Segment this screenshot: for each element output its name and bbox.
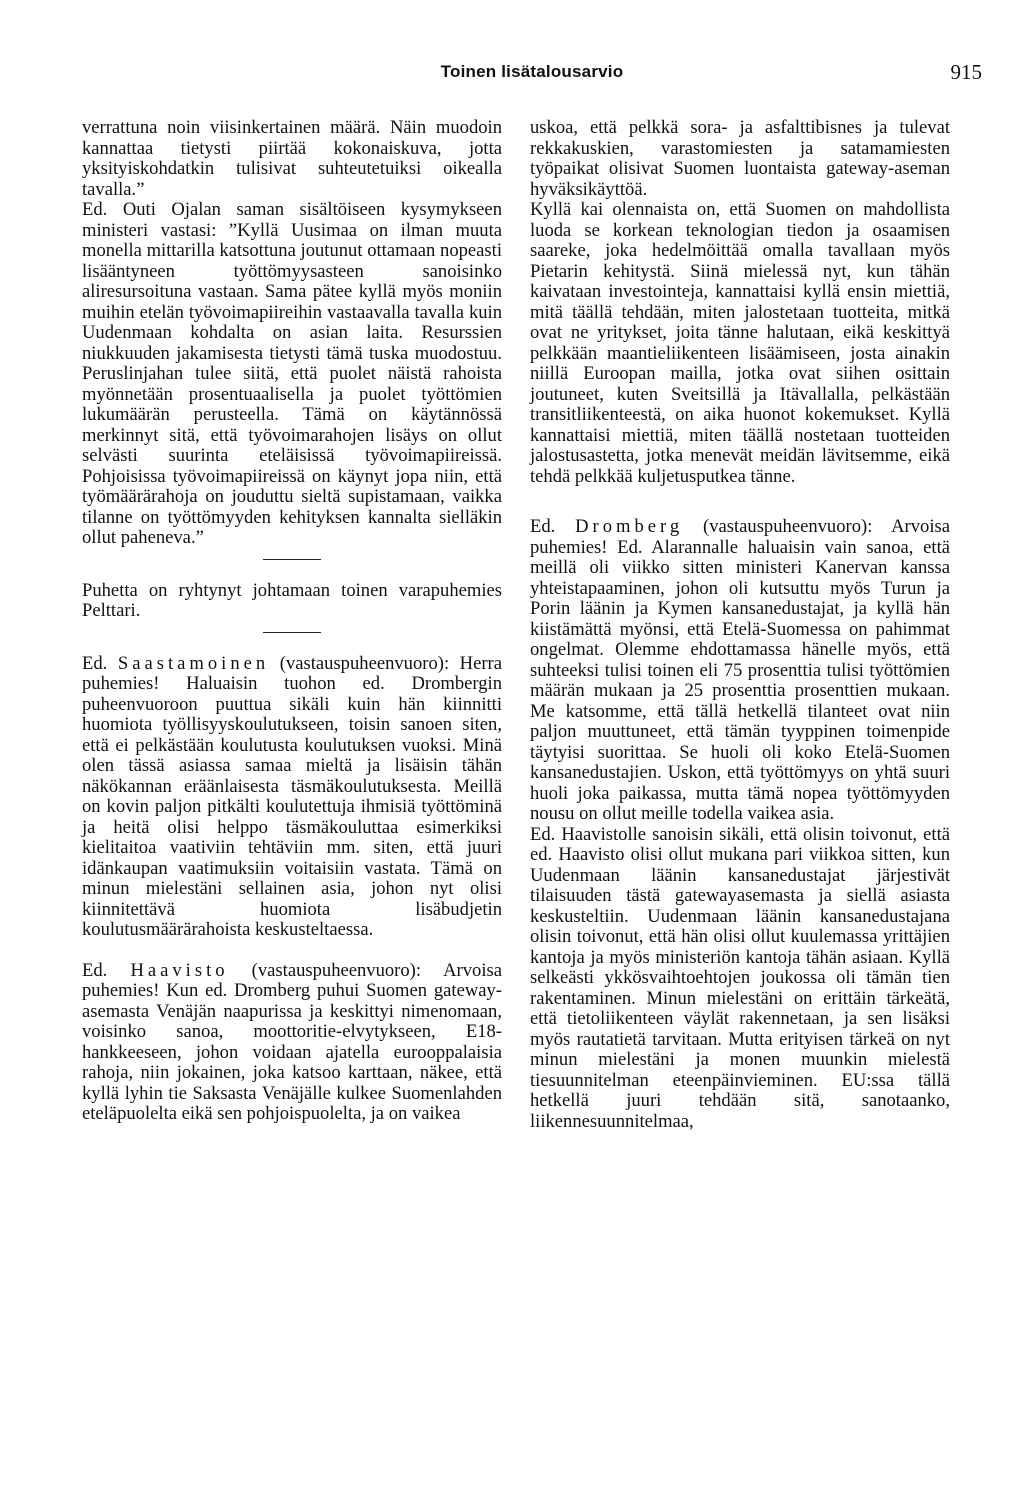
page-number: 915 xyxy=(950,60,982,84)
speech-text: (vastauspuheenvuoro): Arvoisa puhemies! Kun ed. Dromberg puhui Suomen gateway-asemasta Venäjän naapurissa ja keskittyi nimenomaan, voisinko sanoa, moottoritie-elvytykseen, E18-hankkeeseen, johon voidaan ajatella eurooppalaisia rahoja, niin jokainen, joka katsoo karttaan, näkee, että kyllä lyhin tie Saksasta Venäjälle kulkee Suomenlahden eteläpuolelta eikä sen pohjoispuolelta, ja on vaikea xyxy=(82,959,502,1124)
speaker-name: Saastamoinen xyxy=(117,652,270,674)
running-title: Toinen lisätalousarvio xyxy=(440,62,624,81)
paragraph-continuation: verrattuna noin viisinkertainen määrä. Näin muodoin kannattaa tietysti piirtää kokonaiskuva, jotta yksityiskohdatkin tulisivat suhteutetuiksi oikealla tavalla.” xyxy=(82,117,502,200)
speaker-name: Haavisto xyxy=(130,959,229,981)
paragraph-continuation: uskoa, että pelkkä sora- ja asfalttibisnes ja tulevat rekkakuskien, varastomiesten ja satamamiesten työpaikat olisivat Suomen luontaista gateway-aseman hyväksikäyttöä. xyxy=(530,117,950,200)
speech-saastamoinen xyxy=(82,654,502,941)
running-header xyxy=(82,62,982,86)
speech-text: (vastauspuheenvuoro): Arvoisa puhemies! Ed. Alarannalle haluaisin vain sanoa, että meillä oli viikko sitten ministeri Kanervan kanssa yhteistapaaminen, johon oli kutsuttu myös Turun ja Porin läänin ja Kymen kansanedustajat, ja kyllä hän kiistämättä myönsi, että Etelä-Suomessa on pahimmat ongelmat. Olemme ehdottamassa hänelle myös, että suhteeksi tulisi toinen eli 75 prosenttia tulisi työttömien määrän mukaan ja 25 prosenttia prosenttien mukaan. Me katsomme, että tällä hetkellä tilanteet ovat niin paljon muuttuneet, että tämän tyyppinen toimenpide täytyisi suorittaa. Se huoli oli koko Etelä-Suomen kansanedustajien. Uskon, että työttömyys on yhtä suuri huoli joka paikassa, mutta tämä nopea työttömyyden nousu on ollut meille todella vaikea asia. xyxy=(530,516,950,824)
speech-haavisto xyxy=(82,961,502,1125)
paragraph-minister-reply: Ed. Outi Ojalan saman sisältöiseen kysymykseen ministeri vastasi: ”Kyllä Uusimaa on ilman muuta monella mittarilla katsottuna joutunut ottamaan nopeasti lisääntyneen työttömyysasteen sanoisinko aliresursoituna vastaan. Sama pätee kyllä myös moniin muihin etelän työvoimapiireihin vastaavalla tavalla kuin Uudenmaan kohdalta on asian laita. Resurssien niukkuuden jakamisesta tietysti tämä tuska muodostuu. Peruslinjahan tulee siitä, että puolet näistä rahoista myönnetään prosentuaalisella ja puolet työttömien lukumäärän perusteella. Tämä on käytännössä merkinnyt sitä, että työvoimarahojen lisäys on ollut selvästi suurinta eteläisissä työvoimapiireissä. Pohjoisissa työvoimapiireissä on käynyt jopa niin, että työmäärärahoja on jouduttu sieltä supistamaan, vaikka tilanne on työttömyyden kehityksen kannalta sielläkin ollut paheneva.” xyxy=(82,199,502,548)
paragraph-haavisto-reply: Ed. Haavistolle sanoisin sikäli, että olisin toivonut, että ed. Haavisto olisi ollut mukana pari viikkoa sitten, kun Uudenmaan läänin kansanedustajat järjestivät tilaisuuden tästä gatewayasemasta ja siellä asiasta keskusteltiin. Uudenmaan läänin kansanedustajana olisin toivonut, että hän olisi ollut kuulemassa yrittäjien kantoja ja myös ministeriön kantoja tähän asiaan. Kyllä selkeästi ykkösvaihtoehtojen joukossa oli tämän tien rakentaminen. Minun mielestäni on erittäin tärkeätä, että tietoliikenteen väylät rakennetaan, ja sen lisäksi myös rautatietä tarvitaan. Mutta erityisen tärkeä on nyt minun mielestäni ja monen muunkin mielestä tiesuunnitelman eteenpäinvieminen. EU:ssa tällä hetkellä juuri tehdään sitä, sanotaanko, liikennesuunnitelmaa, xyxy=(530,823,950,1132)
speech-prefix: Ed. xyxy=(82,652,108,674)
speech-dromberg xyxy=(530,517,950,825)
section-divider xyxy=(263,632,321,633)
paragraph-technology: Kyllä kai olennaista on, että Suomen on mahdollista luoda se korkean teknologian tiedon ja osaamisen saareke, joka hedelmöittää omalla tavallaan myös Pietarin kehitystä. Siinä mielessä nyt, kun tähän kaivataan investointeja, kannattaisi kyllä ensin miettiä, mitä täällä tehdään, miten jalostetaan tuotteita, mitkä ovat ne yritykset, joita tänne halutaan, eikä keskittyä pelkkään maantieliikenteen lisäämiseen, josta ainakin niillä Euroopan mailla, jotka ovat siihen osittain joutuneet, kuten Sveitsillä ja Itävallalla, pelkästään transitliikenteestä, on aika huonot kokemukset. Kyllä kannattaisi miettiä, miten täällä nostetaan tuotteiden jalostusastetta, jotka menevät meidän lävitsemme, eikä tehdä pelkkää kuljetusputkea tänne. xyxy=(530,199,950,487)
speech-text: (vastauspuheenvuoro): Herra puhemies! Haluaisin tuohon ed. Drombergin puheenvuoroon puuttua sikäli kuin hän kiinnitti huomiota työllisyyskoulutukseen, toisin sanoen siten, että ei pelkästään koulutusta koulutuksen vuoksi. Minä olen tässä asiassa samaa mieltä ja lisäisin tähän näkökannan eräänlaisesta täsmäkoulutuksesta. Meillä on kovin paljon pitkälti koulutettuja ihmisiä työttöminä ja heitä olisi helppo täsmäkouluttaa esimerkiksi kielitaitoa vaativiin tehtäviin mm. siten, että juuri idänkaupan vaatimuksiin voitaisiin vastata. Tämä on minun mielestäni sellainen asia, johon nyt olisi kiinnitettävä huomiota lisäbudjetin koulutusmäärärahoista keskusteltaessa. xyxy=(82,652,502,940)
left-column xyxy=(82,118,502,1125)
speech-prefix: Ed. xyxy=(82,959,108,981)
section-divider xyxy=(263,559,321,560)
speaker-name: Dromberg xyxy=(575,516,684,537)
paragraph-chair-change: Puhetta on ryhtynyt johtamaan toinen varapuhemies Pelttari. xyxy=(82,579,502,621)
right-column xyxy=(530,118,950,1132)
speech-prefix: Ed. xyxy=(530,516,556,537)
